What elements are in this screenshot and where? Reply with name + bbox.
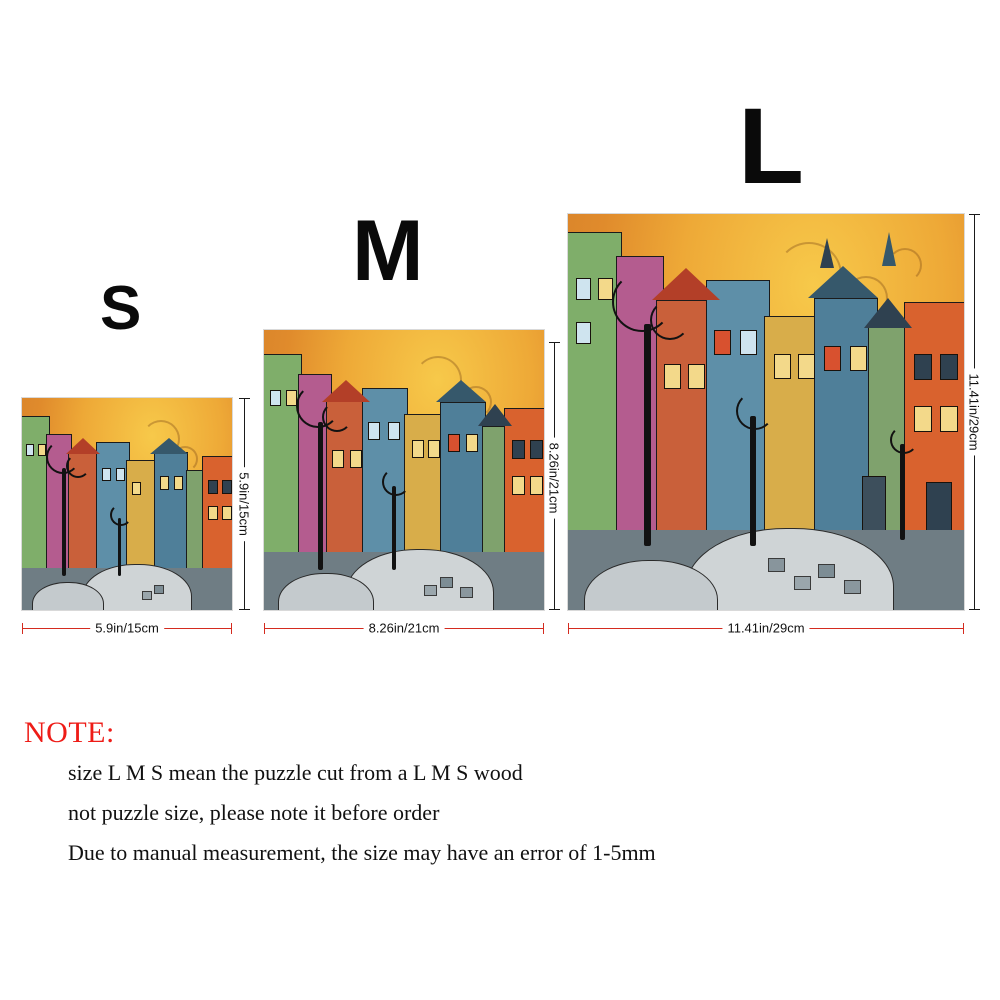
cobble-tile (844, 580, 861, 594)
width-label-s: 5.9in/15cm (90, 621, 164, 636)
height-label-l: 11.41in/29cm (967, 368, 982, 455)
window (598, 278, 613, 300)
size-letter-m: M (352, 203, 424, 299)
height-label-m: 8.26in/21cm (547, 438, 562, 519)
window (688, 364, 705, 389)
window (774, 354, 791, 379)
window (850, 346, 867, 371)
cobble-tile (818, 564, 835, 578)
puzzle-artwork-l (568, 214, 964, 610)
window (664, 364, 681, 389)
door (862, 476, 886, 532)
note-block (24, 716, 984, 880)
cobble-tile (768, 558, 785, 572)
width-label-l: 11.41in/29cm (722, 621, 809, 636)
note-line: not puzzle size, please note it before order (68, 800, 440, 825)
spire (882, 232, 896, 266)
lamp-curl (736, 392, 774, 430)
window (914, 406, 932, 432)
window (798, 354, 815, 379)
width-label-m: 8.26in/21cm (364, 621, 445, 636)
cobble-tile (794, 576, 811, 590)
size-letter-s: S (100, 274, 142, 343)
window (714, 330, 731, 355)
size-letter-l: L (738, 85, 804, 206)
roof (864, 298, 912, 328)
lamp-post (900, 444, 905, 540)
note-line: size L M S mean the puzzle cut from a L M S wood (68, 760, 523, 785)
note-line: Due to manual measurement, the size may have an error of 1-5mm (68, 840, 656, 865)
lamp-curl (890, 426, 918, 454)
window (940, 354, 958, 380)
building (764, 316, 820, 546)
note-title: NOTE: (24, 716, 115, 749)
window (940, 406, 958, 432)
roof (808, 266, 878, 298)
height-label-s: 5.9in/15cm (237, 467, 252, 541)
window (824, 346, 841, 371)
window (740, 330, 757, 355)
window (914, 354, 932, 380)
lamp-post (750, 416, 756, 546)
spire (820, 238, 834, 268)
tree-trunk (644, 324, 651, 546)
tree-curl (650, 300, 690, 340)
window (576, 322, 591, 344)
window (576, 278, 591, 300)
